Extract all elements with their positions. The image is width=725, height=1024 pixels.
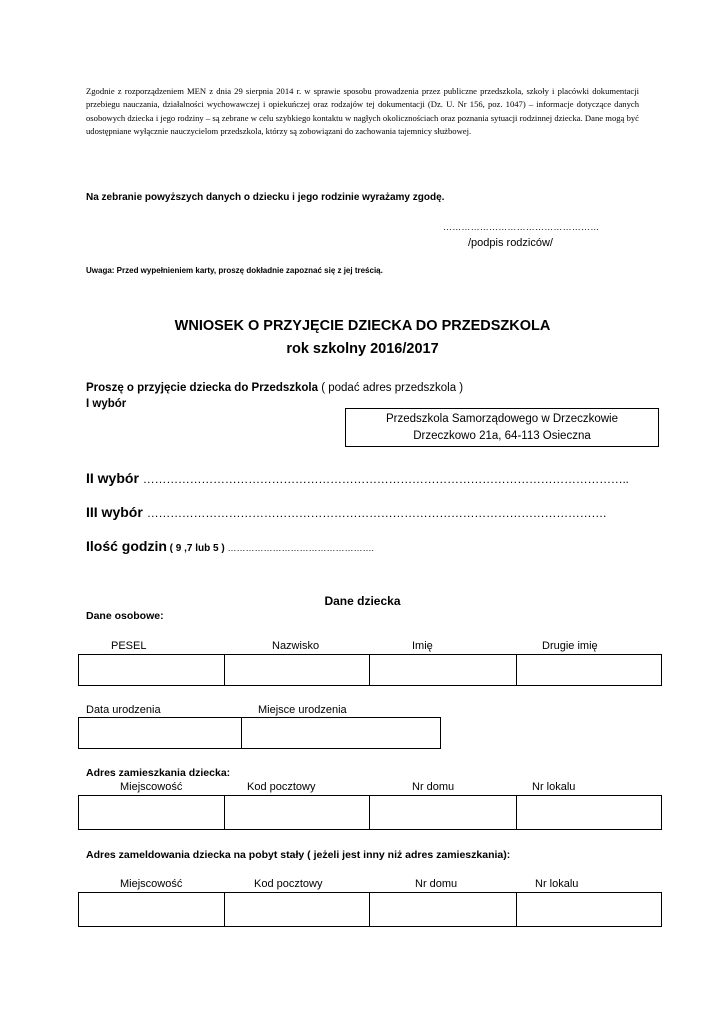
birth-data-table [78, 717, 441, 749]
warning-note: Uwaga: Przed wypełnieniem karty, proszę dokładnie zapoznać się z jej treścią. [86, 266, 383, 275]
residence-address-table [78, 795, 662, 830]
registered-flat-input[interactable] [517, 893, 662, 927]
choice1-label: I wybór [86, 398, 127, 410]
col-pesel: PESEL [111, 640, 147, 652]
hours-hint: ( 9 ,7 lub 5 ) [166, 543, 228, 554]
birth-date-input[interactable] [79, 718, 242, 749]
residence-address-label: Adres zamieszkania dziecka: [86, 767, 231, 779]
surname-input[interactable] [225, 655, 370, 686]
col-registered-house: Nr domu [415, 878, 458, 890]
first-name-input[interactable] [370, 655, 517, 686]
col-birth-date: Data urodzenia [86, 704, 161, 716]
choice3-label: III wybór [86, 504, 143, 520]
col-residence-postcode: Kod pocztowy [247, 781, 316, 793]
form-title: WNIOSEK O PRZYJĘCIE DZIECKA DO PRZEDSZKOLA [174, 318, 551, 334]
signature-line: …………………………………………… [443, 222, 600, 232]
col-birth-place: Miejsce urodzenia [258, 704, 347, 716]
registered-address-label: Adres zameldowania dziecka na pobyt stały ( jeżeli jest inny niż adres zamieszkania): [86, 849, 511, 861]
request-line [86, 382, 463, 394]
residence-house-input[interactable] [370, 796, 517, 830]
section-child-data: Dane dziecka [324, 594, 401, 608]
second-name-input[interactable] [517, 655, 662, 686]
residence-city-input[interactable] [79, 796, 225, 830]
request-hint: ( podać adres przedszkola ) [318, 382, 464, 394]
signature-label: /podpis rodziców/ [468, 237, 553, 249]
col-first-name: Imię [412, 640, 433, 652]
choice2-field[interactable] [86, 470, 629, 486]
school-year: rok szkolny 2016/2017 [286, 341, 439, 357]
col-residence-city: Miejscowość [120, 781, 183, 793]
personal-data-table [78, 654, 662, 686]
consent-statement: Na zebranie powyższych danych o dziecku i jego rodzinie wyrażamy zgodę. [86, 192, 445, 203]
col-registered-city: Miejscowość [120, 878, 183, 890]
residence-postcode-input[interactable] [225, 796, 370, 830]
registered-city-input[interactable] [79, 893, 225, 927]
col-surname: Nazwisko [272, 640, 320, 652]
col-residence-flat: Nr lokalu [532, 781, 576, 793]
choice2-label: II wybór [86, 470, 139, 486]
choice1-value-line2: Drzeczkowo 21a, 64-113 Osieczna [413, 430, 591, 442]
choice1-value-line1: Przedszkola Samorządowego w Drzeczkowie [385, 413, 618, 425]
choice3-dots: ………………………………………………………………………………………………………. [146, 506, 607, 520]
choice3-field[interactable] [86, 504, 606, 520]
col-registered-flat: Nr lokalu [535, 878, 579, 890]
col-residence-house: Nr domu [412, 781, 455, 793]
personal-data-label: Dane osobowe: [86, 610, 164, 622]
choice1-field[interactable] [345, 408, 659, 447]
birth-place-input[interactable] [242, 718, 441, 749]
residence-flat-input[interactable] [517, 796, 662, 830]
pesel-input[interactable] [79, 655, 225, 686]
registered-address-table [78, 892, 662, 927]
choice2-dots: …………………………………………………………………………………………………………….. [142, 472, 629, 486]
request-text: Proszę o przyjęcie dziecka do Przedszkola [86, 382, 319, 394]
hours-label: Ilość godzin [86, 538, 167, 554]
col-registered-postcode: Kod pocztowy [254, 878, 323, 890]
hours-dots: …………………………………………. [227, 543, 374, 553]
col-second-name: Drugie imię [542, 640, 598, 652]
registered-postcode-input[interactable] [225, 893, 370, 927]
registered-house-input[interactable] [370, 893, 517, 927]
legal-notice: Zgodnie z rozporządzeniem MEN z dnia 29 sierpnia 2014 r. w sprawie sposobu prowadzenia przez publiczne przedszkola, szkoły i placówki dokumentacji przebiegu nauczania, działalności wychowawczej i opiekuńczej oraz rodzajów tej dokumentacji (Dz. U. Nr 156, poz. 1047) – informacje dotyczące danych osobowych dziecka i jego rodziny – są zebrane w celu szybkiego kontaktu w nagłych okolicznościach oraz poznania sytuacji rodzinnej dziecka. Dane mogą być udostępniane wyłącznie nauczycielom przedszkola, którzy są zobowiązani do zachowania tajemnicy służbowej. [86, 86, 639, 137]
hours-field[interactable] [86, 538, 374, 554]
